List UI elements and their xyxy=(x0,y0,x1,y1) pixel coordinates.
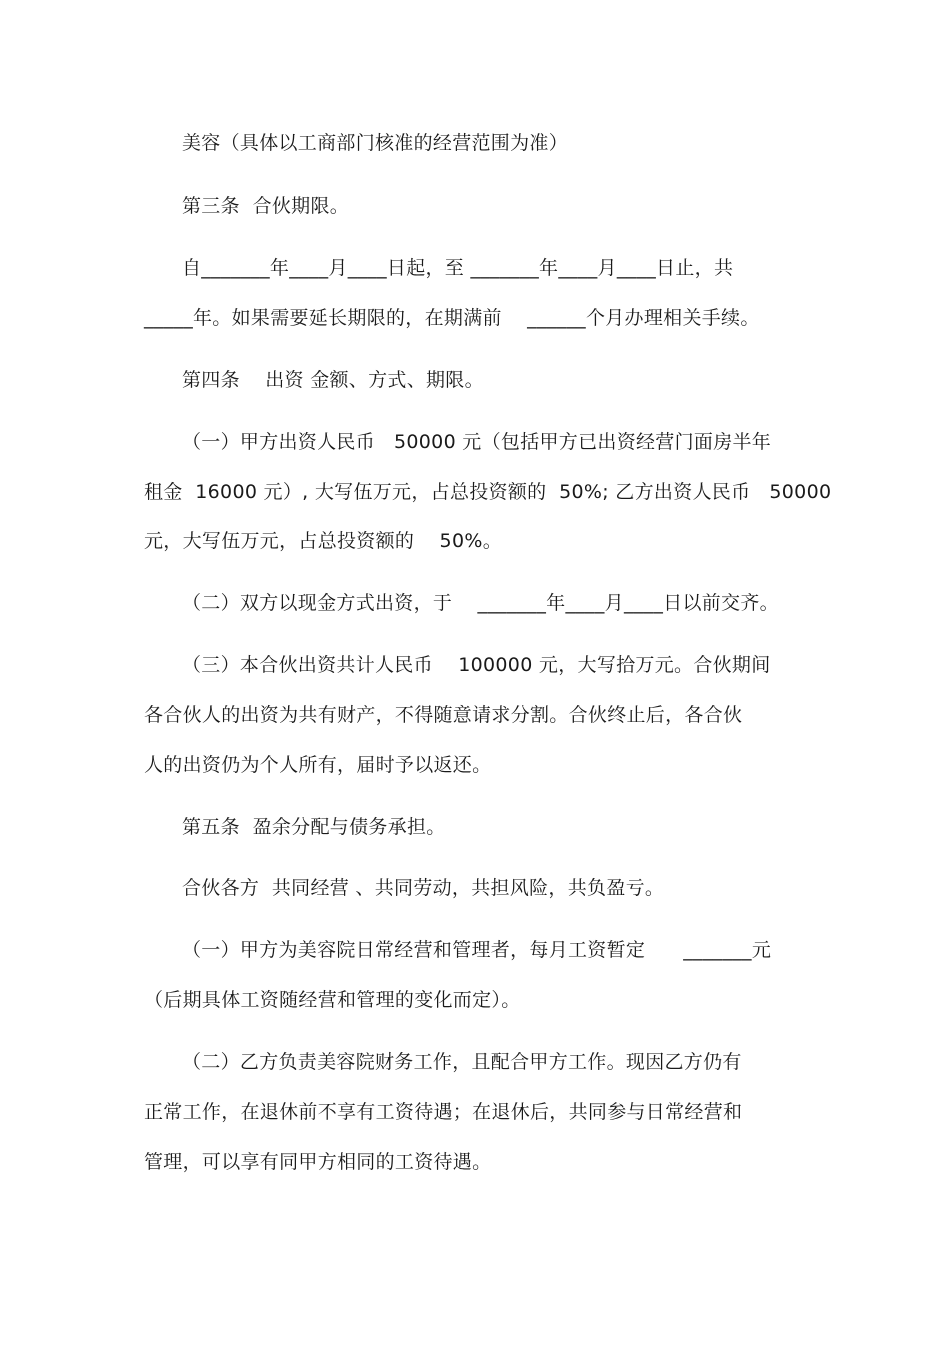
article-5-item-2-line-1: （二）乙方负责美容院财务工作，且配合甲方工作。现因乙方仍有 xyxy=(182,1051,742,1073)
article-4-item-1-line-1: （一）甲方出资人民币 50000 元（包括甲方已出资经营门面房半年 xyxy=(182,431,772,453)
article-5-item-1-line-1: （一）甲方为美容院日常经营和管理者，每月工资暂定 _______元 xyxy=(182,939,772,961)
article-5-item-2-line-3: 管理，可以享有同甲方相同的工资待遇。 xyxy=(144,1151,492,1173)
article-4-item-3-line-2: 各合伙人的出资为共有财产，不得随意请求分割。合伙终止后，各合伙 xyxy=(144,704,743,726)
article-4-item-3-line-3: 人的出资仍为个人所有，届时予以返还。 xyxy=(144,754,492,776)
term-line-2: _____年。如果需要延长期限的，在期满前 ______个月办理相关手续。 xyxy=(144,307,760,329)
article-4-item-1-line-2: 租金 16000 元）, 大写伍万元，占总投资额的 50%; 乙方出资人民币 50000 xyxy=(144,481,832,503)
article-4-item-3-line-1: （三）本合伙出资共计人民币 100000 元，大写拾万元。合伙期间 xyxy=(182,654,771,676)
article-5-heading: 第五条 盈余分配与债务承担。 xyxy=(182,816,446,838)
article-4-item-2: （二）双方以现金方式出资，于 _______年____月____日以前交齐。 xyxy=(182,592,779,614)
article-4-heading: 第四条 出资 金额、方式、期限。 xyxy=(182,369,484,391)
article-3-heading: 第三条 合伙期限。 xyxy=(182,195,350,217)
article-5-item-1-line-2: （后期具体工资随经营和管理的变化而定）。 xyxy=(144,989,521,1011)
term-line-1: 自_______年____月____日起，至 _______年____月____日止，共 xyxy=(182,257,734,279)
article-4-item-1-line-3: 元，大写伍万元，占总投资额的 50%。 xyxy=(144,530,502,552)
business-scope-line: 美容（具体以工商部门核准的经营范围为准） xyxy=(182,132,569,154)
article-5-intro: 合伙各方 共同经营 、共同劳动，共担风险，共负盈亏。 xyxy=(182,877,665,899)
article-5-item-2-line-2: 正常工作，在退休前不享有工资待遇；在退休后，共同参与日常经营和 xyxy=(144,1101,743,1123)
